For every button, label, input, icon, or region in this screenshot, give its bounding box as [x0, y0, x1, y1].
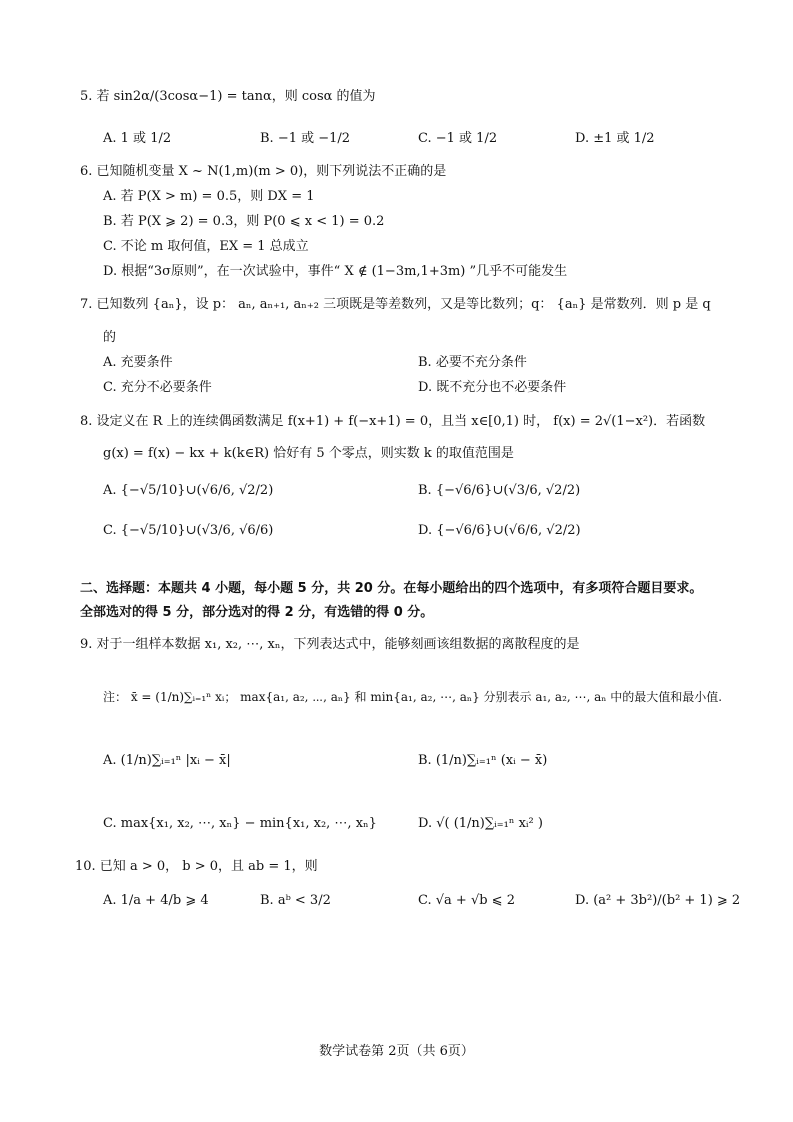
- q6-option-b: B. 若 P(X ⩾ 2) = 0.3，则 P(0 ⩽ x < 1) = 0.2: [103, 214, 385, 229]
- q9-option-b: B. (1/n)∑ᵢ₌₁ⁿ (xᵢ − x̄): [418, 753, 548, 768]
- q5-option-c: C. −1 或 1/2: [418, 131, 498, 146]
- q7-option-b: B. 必要不充分条件: [418, 355, 527, 370]
- q9-option-c: C. max{x₁, x₂, ⋯, xₙ} − min{x₁, x₂, ⋯, xₙ}: [103, 816, 377, 831]
- q8-option-a: A. {−√5/10}∪(√6/6, √2/2): [103, 483, 274, 498]
- q7-stem: 7. 已知数列 {aₙ}，设 p： aₙ, aₙ₊₁, aₙ₊₂ 三项既是等差数列，又是等比数列；q： {aₙ} 是常数列．则 p 是 q: [80, 297, 711, 312]
- q7-option-d: D. 既不充分也不必要条件: [418, 380, 567, 395]
- q5-option-b: B. −1 或 −1/2: [260, 131, 351, 146]
- q10-option-b: B. aᵇ < 3/2: [260, 893, 331, 908]
- q8-option-d: D. {−√6/6}∪(√6/6, √2/2): [418, 523, 581, 538]
- q6-stem: 6. 已知随机变量 X ~ N(1,m)(m > 0)，则下列说法不正确的是: [80, 164, 447, 179]
- q7-option-c: C. 充分不必要条件: [103, 380, 212, 395]
- q10-option-a: A. 1/a + 4/b ⩾ 4: [103, 893, 209, 908]
- q7-option-a: A. 充要条件: [103, 355, 173, 370]
- q10-option-d: D. (a² + 3b²)/(b² + 1) ⩾ 2: [575, 893, 741, 908]
- q8-option-b: B. {−√6/6}∪(√3/6, √2/2): [418, 483, 581, 498]
- q9-note: 注： x̄ = (1/n)∑ᵢ₌₁ⁿ xᵢ； max{a₁, a₂, ⋯, aₙ} 和 min{a₁, a₂, ⋯, aₙ} 分别表示 a₁, a₂, ⋯, aₙ 中的最大值和最小值.: [103, 690, 723, 704]
- q6-option-d: D. 根据“3σ原则”，在一次试验中，事件“ X ∉ (1−3m,1+3m) ”几乎不可能发生: [103, 264, 568, 279]
- q5-option-a: A. 1 或 1/2: [103, 131, 172, 146]
- q9-option-d: D. √( (1/n)∑ᵢ₌₁ⁿ xᵢ² ): [418, 816, 543, 831]
- q10-stem: 10. 已知 a > 0， b > 0，且 ab = 1，则: [75, 859, 318, 874]
- q8-stem-cont: g(x) = f(x) − kx + k(k∈R) 恰好有 5 个零点，则实数 k 的取值范围是: [103, 446, 514, 461]
- q5-option-d: D. ±1 或 1/2: [575, 131, 655, 146]
- page-footer: 数学试卷第 2页（共 6页）: [319, 1044, 474, 1059]
- q6-option-c: C. 不论 m 取何值，EX = 1 总成立: [103, 239, 309, 254]
- q5-stem: 5. 若 sin2α/(3cosα−1) = tanα，则 cosα 的值为: [80, 89, 376, 104]
- q7-stem-cont: 的: [103, 330, 117, 345]
- q6-option-a: A. 若 P(X > m) = 0.5，则 DX = 1: [103, 189, 315, 204]
- q9-option-a: A. (1/n)∑ᵢ₌₁ⁿ |xᵢ − x̄|: [103, 753, 231, 768]
- q9-stem: 9. 对于一组样本数据 x₁, x₂, ⋯, xₙ，下列表达式中，能够刻画该组数据的离散程度的是: [80, 637, 580, 652]
- section2-scoring: 全部选对的得 5 分，部分选对的得 2 分，有选错的得 0 分。: [80, 605, 434, 620]
- section2-instructions: 二、选择题：本题共 4 小题，每小题 5 分，共 20 分。在每小题给出的四个选项中，有多项符合题目要求。: [80, 581, 703, 596]
- q10-option-c: C. √a + √b ⩽ 2: [418, 893, 515, 908]
- q8-stem: 8. 设定义在 R 上的连续偶函数满足 f(x+1) + f(−x+1) = 0，且当 x∈[0,1) 时， f(x) = 2√(1−x²)．若函数: [80, 414, 706, 429]
- q8-option-c: C. {−√5/10}∪(√3/6, √6/6): [103, 523, 274, 538]
